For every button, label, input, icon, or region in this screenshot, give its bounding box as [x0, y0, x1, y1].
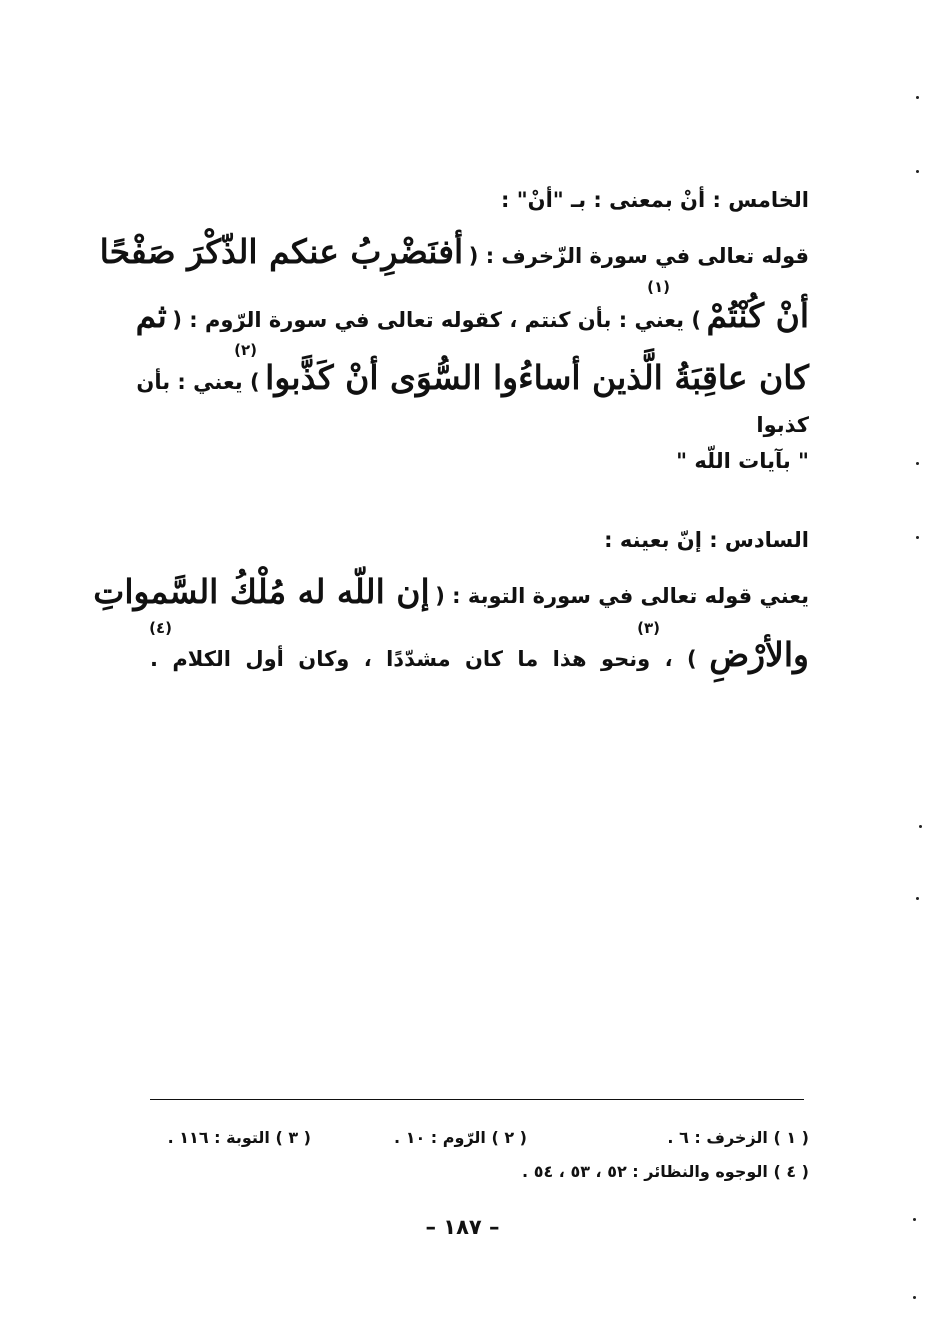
quran-verse: كان عاقِبَةُ الَّذين أساءُوا السُّوَى أنْ كَذَّبوا — [265, 358, 809, 397]
section6-heading — [150, 528, 809, 552]
section5-heading — [150, 188, 809, 212]
text-span: كذبوا — [756, 413, 809, 437]
scan-speck — [916, 170, 919, 173]
scan-speck — [913, 1296, 916, 1299]
quran-verse: ثم — [135, 296, 167, 335]
section5-line-5 — [150, 449, 809, 473]
section5-line-3 — [136, 358, 809, 397]
footnote-divider — [150, 1099, 804, 1100]
footnote-4: ( ٤ ) الوجوه والنظائر : ٥٢ ، ٥٣ ، ٥٤ . — [522, 1162, 809, 1181]
page-number: – ١٨٧ – — [425, 1215, 500, 1239]
quran-verse: أفنَضْرِبُ عنكم الذّكْرَ صَفْحًا — [99, 232, 464, 271]
text-span: " بآيات اللّه " — [676, 449, 809, 473]
footnote-ref-2: (٢) — [234, 341, 257, 359]
scan-speck — [913, 1218, 916, 1221]
section6-heading-text: السادس : إنّ بعينه : — [604, 528, 809, 552]
section5-line-1 — [99, 232, 809, 271]
section5-heading-text: الخامس : أنْ بمعنى : بـ "أنْ" : — [501, 188, 809, 212]
scan-speck — [916, 96, 919, 99]
footnote-ref-3: (٣) — [637, 619, 660, 637]
quran-verse: والأرْضِ — [709, 635, 809, 674]
text-span: ) ، ونحو هذا ما كان مشدّدًا ، وكان أول الكلام . — [150, 647, 697, 671]
quran-verse: أنْ كُنْتُمْ — [706, 296, 809, 335]
footnote-ref-4: (٤) — [149, 619, 172, 637]
section5-line-2 — [135, 296, 809, 335]
section6-line-1 — [93, 572, 809, 611]
footnote-ref-1: (١) — [647, 278, 670, 296]
text-span: ) يعني : بأن — [136, 370, 260, 394]
scan-speck — [916, 462, 919, 465]
quran-verse: إن اللّه له مُلْكُ السَّمواتِ — [93, 572, 430, 611]
scan-speck — [916, 536, 919, 539]
text-span: ) يعني : بأن كنتم ، كقوله تعالى في سورة الرّوم : ( — [172, 308, 701, 332]
footnote-2: ( ٢ ) الرّوم : ١٠ . — [394, 1128, 527, 1147]
scan-speck — [919, 825, 922, 828]
section6-line-2 — [150, 635, 809, 674]
footnote-1: ( ١ ) الزخرف : ٦ . — [667, 1128, 809, 1147]
text-span: يعني قوله تعالى في سورة التوبة : ( — [435, 584, 809, 608]
footnote-3: ( ٣ ) التوبة : ١١٦ . — [167, 1128, 311, 1147]
section5-line-4 — [150, 413, 809, 437]
scan-speck — [916, 897, 919, 900]
text-span: قوله تعالى في سورة الزّخرف : ( — [468, 244, 809, 268]
